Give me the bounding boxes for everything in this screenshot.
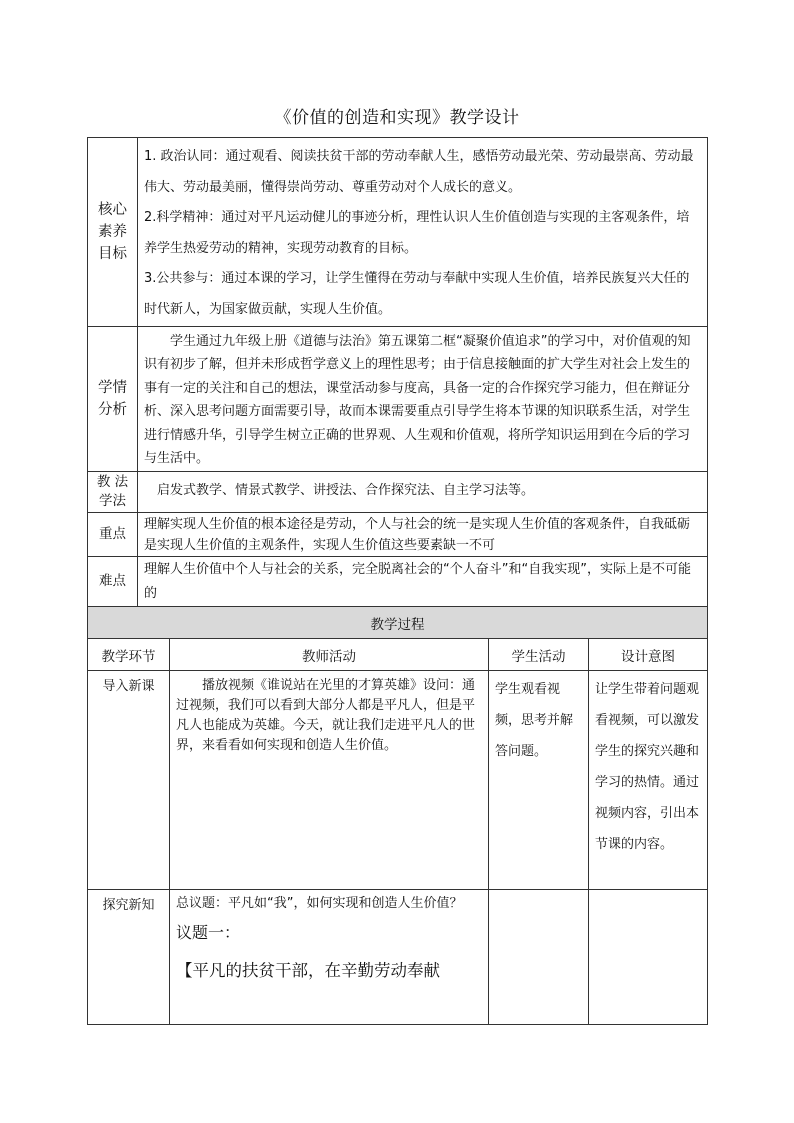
student-cell: 学生观看视频，思考并解答问题。 xyxy=(489,671,589,890)
teacher-text: 播放视频《谁说站在光里的才算英雄》设问：通过视频，我们可以看到大部分人都是平凡人，但是平凡人也能成为英雄。今天，就让我们走进平凡人的世界，来看看如何实现和创造人生价值。 xyxy=(176,678,476,753)
stage-cell: 探究新知 xyxy=(88,890,170,1025)
teacher-text: 【平凡的扶贫干部，在辛勤劳动奉献 xyxy=(176,961,440,980)
overview-table xyxy=(87,137,708,607)
header-student: 学生活动 xyxy=(489,639,589,671)
analysis-content xyxy=(138,326,708,471)
table-row xyxy=(88,890,708,1025)
key-content xyxy=(138,512,708,556)
teacher-text: 议题一： xyxy=(176,923,241,942)
key-text: 理解实现人生价值的根本途径是劳动，个人与社会的统一是实现人生价值的客观条件，自我砥砺是实现人生价值的主观条件，实现人生价值这些要素缺一不可 xyxy=(144,516,691,553)
process-band: 教学过程 xyxy=(88,607,708,639)
methods-content xyxy=(138,471,708,512)
methods-label: 教 法 学法 xyxy=(88,471,138,512)
intent-cell: 让学生带着问题观看视频，可以激发学生的探究兴趣和学习的热情。通过视频内容，引出本节课的内容。 xyxy=(589,671,708,890)
intent-cell xyxy=(589,890,708,1025)
table-row xyxy=(88,671,708,890)
stage-cell: 导入新课 xyxy=(88,671,170,890)
difficulty-content xyxy=(138,556,708,606)
difficulty-text: 理解人生价值中个人与社会的关系，完全脱离社会的“个人奋斗”和“自我实现”，实际上是不可能的 xyxy=(144,561,691,601)
core-goals-content xyxy=(138,138,708,327)
key-label: 重点 xyxy=(88,512,138,556)
core-goal-item: 3.公共参与：通过本课的学习，让学生懂得在劳动与奉献中实现人生价值，培养民族复兴大任的时代新人，为国家做贡献，实现人生价值。 xyxy=(144,271,690,317)
page-title: 《价值的创造和实现》教学设计 xyxy=(274,108,520,128)
analysis-text: 学生通过九年级上册《道德与法治》第五课第二框“凝聚价值追求”的学习中，对价值观的知识有初步了解，但并未形成哲学意义上的理性思考；由于信息接触面的扩大学生对社会上发生的事有一定的关注和自己的想法，课堂活动参与度高，具备一定的合作探究学习能力，但在辩证分析、深入思考问题方面需要引导，故而本课需要重点引导学生将本节课的知识联系生活，对学生进行情感升华，引导学生树立正确的世界观、人生观和价值观，将所学知识运用到在今后的学习与生活中。 xyxy=(144,333,691,467)
methods-text: 启发式教学、情景式教学、讲授法、合作探究法、自主学习法等。 xyxy=(157,482,535,498)
process-table xyxy=(87,606,708,1025)
header-stage: 教学环节 xyxy=(88,639,170,671)
header-teacher: 教师活动 xyxy=(170,639,489,671)
teacher-text: 总议题：平凡如“我”，如何实现和创造人生价值？ xyxy=(176,896,463,911)
teacher-cell xyxy=(170,890,489,1025)
analysis-label: 学情 分析 xyxy=(88,326,138,471)
core-goal-item: 2.科学精神：通过对平凡运动健儿的事迹分析，理性认识人生价值创造与实现的主客观条件，培养学生热爱劳动的精神，实现劳动教育的目标。 xyxy=(144,210,690,256)
header-intent: 设计意图 xyxy=(589,639,708,671)
core-goals-label: 核心 素养 目标 xyxy=(88,138,138,327)
core-goal-item: 1. 政治认同：通过观看、阅读扶贫干部的劳动奉献人生，感悟劳动最光荣、劳动最崇高、劳动最伟大、劳动最美丽，懂得崇尚劳动、尊重劳动对个人成长的意义。 xyxy=(144,149,694,195)
teacher-cell xyxy=(170,671,489,890)
difficulty-label: 难点 xyxy=(88,556,138,606)
student-cell xyxy=(489,890,589,1025)
